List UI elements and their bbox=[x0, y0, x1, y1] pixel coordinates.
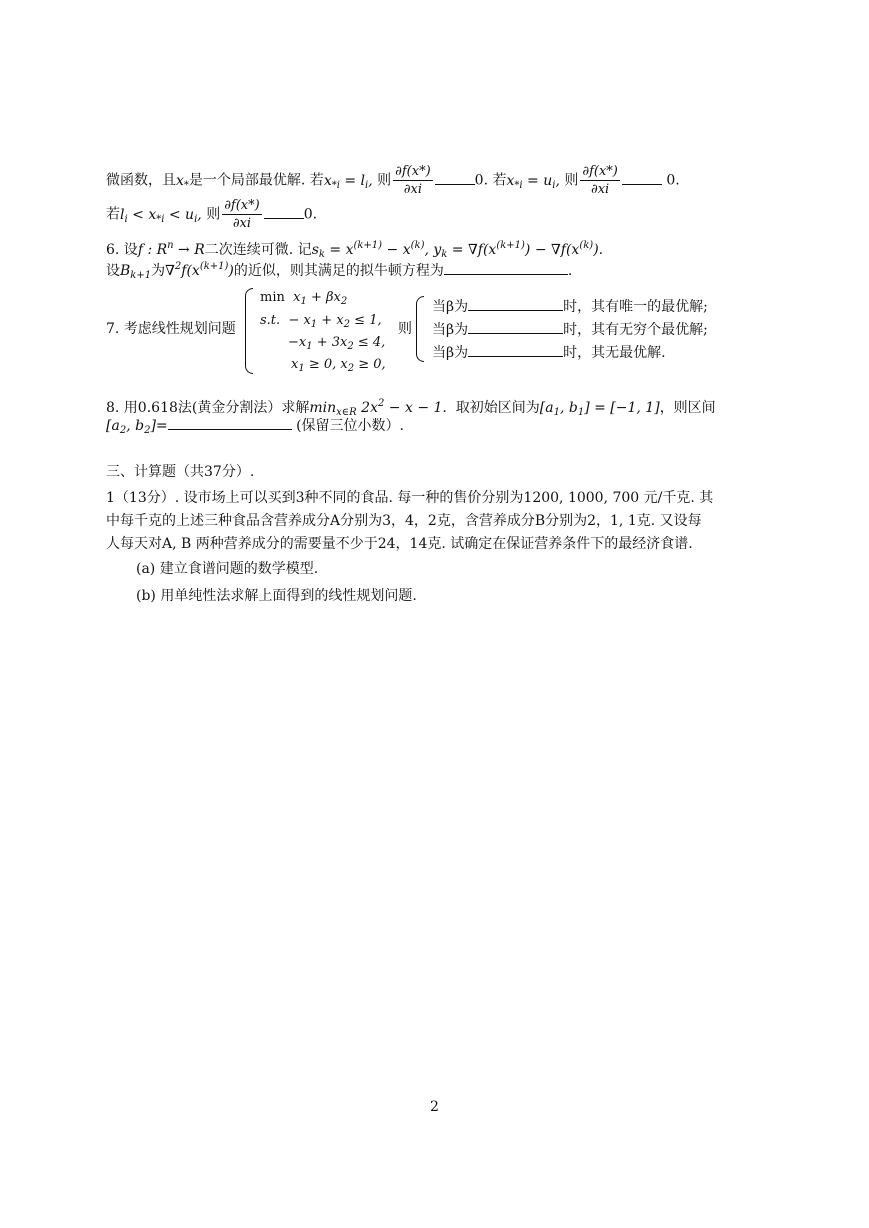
q5-text-7: 若 bbox=[106, 206, 120, 223]
lp-constraint-3: $x_1 \ge 0$, $x_2 \ge 0$, bbox=[291, 357, 386, 374]
answer-blank[interactable] bbox=[264, 206, 304, 219]
partial-fraction: $\frac{\partial f(x*)}{\partial xi}$ bbox=[224, 198, 260, 231]
problem-1-line-3: 人每天对A, B 两种营养成分的需要量不少于24，14克. 试确定在保证营养条件下的最经济食谱. bbox=[106, 536, 693, 552]
q8-text-4: = bbox=[155, 418, 168, 434]
math-sk-yk: $s_k = x^{(k+1)} - x^{(k)}$, $y_k = \nabla f(x^{(k+1)}) - \nabla f(x^{(k)})$. bbox=[311, 240, 604, 260]
math-xstar: $x_*$ bbox=[176, 172, 189, 191]
q7-case-3: 当β为 时，其无最优解. bbox=[432, 345, 666, 361]
math-interval-2: [$a_2$, $b_2$] bbox=[106, 418, 156, 436]
q8-text-2: 取初始区间为 bbox=[455, 400, 540, 416]
q8-text-1: 8. 用0.618法(黄金分割法）求解 bbox=[106, 400, 310, 416]
math-cond-2: $x_{*i} = u_i$, bbox=[506, 172, 560, 191]
answer-blank[interactable] bbox=[468, 344, 563, 357]
q5-line-2 bbox=[106, 197, 317, 232]
q5-text-4: 0. 若 bbox=[474, 172, 507, 189]
math-bk1: $B_{k+1}$ bbox=[120, 263, 152, 281]
q5-text-6: 0. bbox=[666, 172, 680, 189]
math-map: f : $R^n \to R$ bbox=[137, 240, 205, 258]
q6-text-2: 二次连续可微. 记 bbox=[204, 242, 312, 258]
q6-text-3: 设 bbox=[106, 263, 120, 279]
math-cond-1: $x_{*i} = l_i$, bbox=[323, 172, 373, 191]
section-title: 三、计算题（共37分）. bbox=[106, 464, 255, 480]
partial-fraction: $\frac{\partial f(x*)}{\partial xi}$ bbox=[395, 164, 431, 197]
left-brace bbox=[245, 288, 253, 374]
answer-blank[interactable] bbox=[168, 417, 292, 430]
q8-text-3: ，则区间 bbox=[659, 400, 716, 416]
q5-text-1: 微函数，且 bbox=[106, 172, 176, 189]
q6-text-5: 的近似，则其满足的拟牛顿方程为 bbox=[233, 263, 444, 279]
problem-1-item-b: (b) 用单纯性法求解上面得到的线性规划问题. bbox=[136, 588, 417, 604]
q7-label: 7. 考虑线性规划问题 bbox=[106, 321, 236, 337]
q5-line-1 bbox=[106, 163, 680, 198]
q6-text-6: . bbox=[567, 263, 573, 279]
q5-text-8: 则 bbox=[206, 206, 221, 223]
lp-constraint-1: s.t. − $x_1 + x_2 \le 1$, bbox=[260, 313, 382, 330]
q7-case-1: 当β为 时，其有唯一的最优解; bbox=[432, 299, 708, 315]
q7-case-2: 当β为 时，其有无穷个最优解; bbox=[432, 322, 708, 338]
math-cond-3: $l_i < x_{*i} < u_i$, bbox=[120, 206, 202, 225]
math-hessian: $\nabla^2f(x^{(k+1)})$ bbox=[165, 261, 234, 279]
q6-text-4: 为 bbox=[151, 263, 166, 279]
answer-blank[interactable] bbox=[444, 262, 568, 275]
q5-text-2: 是一个局部最优解. 若 bbox=[188, 172, 324, 189]
answer-blank[interactable] bbox=[435, 172, 475, 185]
lp-constraint-2: $-x_1 + 3x_2 \le 4$, bbox=[288, 335, 386, 352]
q7-then: 则 bbox=[398, 321, 412, 337]
answer-blank[interactable] bbox=[468, 298, 563, 311]
q5-text-5: 则 bbox=[564, 172, 579, 189]
problem-1-line-1: 1（13分）. 设市场上可以买到3种不同的食品. 每一种的售价分别为1200, 1000, 700 元/千克. 其 bbox=[106, 490, 714, 506]
q6-line-2 bbox=[106, 257, 572, 286]
answer-blank[interactable] bbox=[468, 321, 563, 334]
left-brace bbox=[416, 296, 424, 362]
problem-1-line-2: 中每千克的上述三种食品含营养成分A分别为3，4，2克，含营养成分B分别为2，1, 1克. 又设每 bbox=[106, 513, 702, 529]
q8-text-5: (保留三位小数）. bbox=[296, 418, 405, 434]
q8-line-2 bbox=[106, 416, 404, 441]
problem-1-item-a: (a) 建立食谱问题的数学模型. bbox=[136, 561, 319, 577]
q5-text-3: 则 bbox=[377, 172, 392, 189]
partial-fraction: $\frac{\partial f(x*)}{\partial xi}$ bbox=[582, 164, 618, 197]
math-objective: $\min_{x\in R} 2x^2 - x - 1$. bbox=[309, 398, 447, 418]
q6-text-1: 6. 设 bbox=[106, 242, 138, 258]
lp-objective: $\min x_1 + \beta x_2$ bbox=[260, 290, 348, 307]
answer-blank[interactable] bbox=[622, 172, 662, 185]
q5-text-9: 0. bbox=[303, 206, 318, 223]
page-number: 2 bbox=[430, 1099, 439, 1115]
math-interval: [$a_1$, $b_1] = [-1$, 1] bbox=[539, 400, 660, 418]
